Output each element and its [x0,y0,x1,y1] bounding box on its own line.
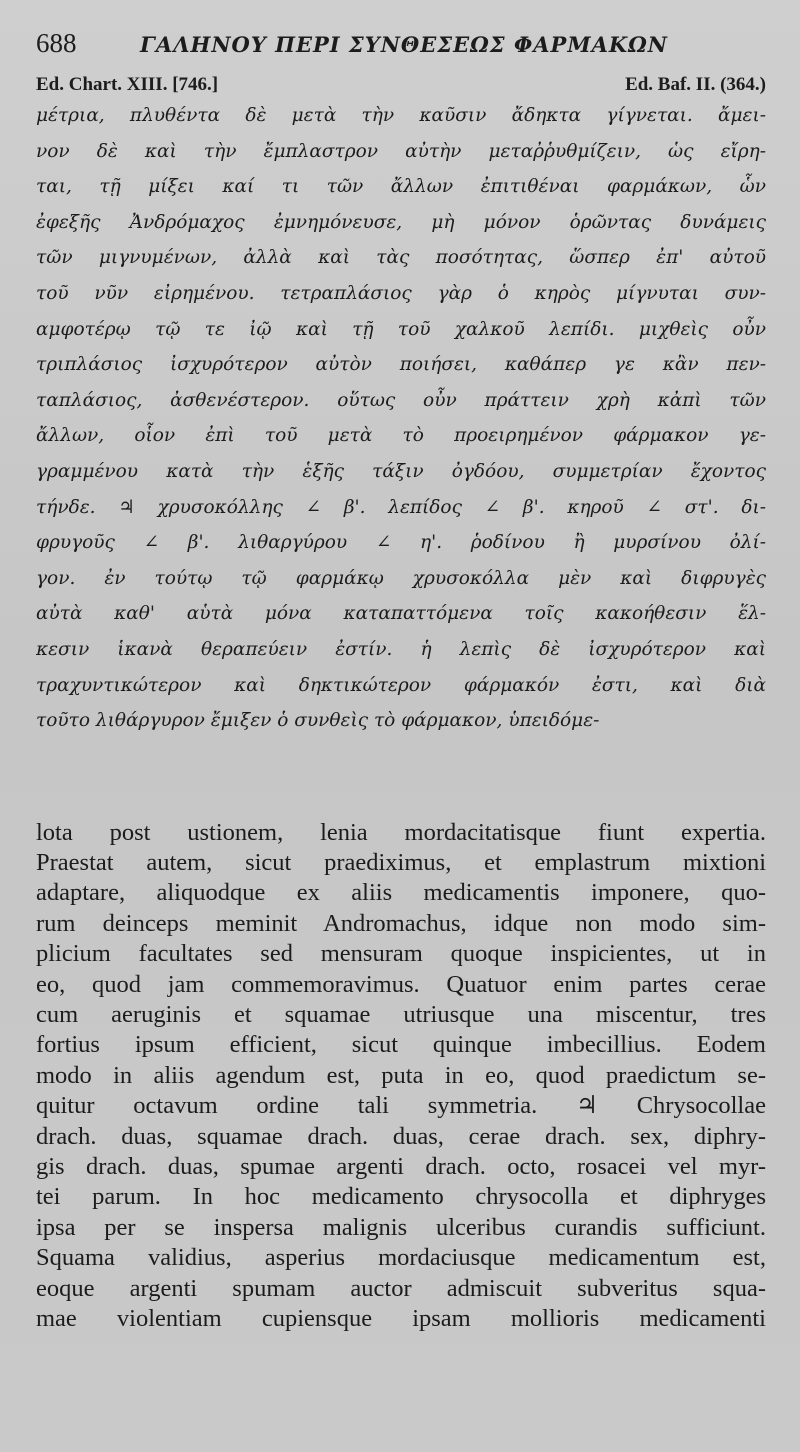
greek-text-line: τραχυντικώτερον καὶ δηκτικώτερον φάρμακόν ἐστι, καὶ διὰ [36,674,766,696]
edition-basel-reference: Ed. Baf. II. (364.) [625,74,766,95]
greek-text-line: μέτρια, πλυθέντα δὲ μετὰ τὴν καῦσιν ἄδηκτα γίγνεται. ἄμει- [36,105,766,126]
latin-text-line: ipsa per se inspersa malignis ulceribus curandis sufficiunt. [36,1213,766,1241]
greek-text-line: ἄλλων, οἷον ἐπὶ τοῦ μετὰ τὸ προειρημένον φάρμακον γε- [36,425,766,447]
latin-text-line: eo, quod jam commemoravimus. Quatuor enim partes cerae [36,970,766,998]
latin-text-line: lota post ustionem, lenia mordacitatisque fiunt expertia. [36,818,766,846]
edition-chart-reference: Ed. Chart. XIII. [746.] [36,74,219,95]
greek-text-line: τοῦ νῦν εἰρημένου. τετραπλάσιος γὰρ ὁ κηρὸς μίγνυται συν- [36,282,766,304]
bleed-through-shadow [36,741,766,765]
latin-text-block [36,818,766,1335]
latin-text-line: gis drach. duas, spumae argenti drach. octo, rosacei vel myr- [36,1152,766,1180]
greek-text-line: νον δὲ καὶ τὴν ἔμπλαστρον αὐτὴν μεταῤῥυθμίζειν, ὡς εἴρη- [36,140,766,162]
latin-text-line: mae violentiam cupiensque ipsam mollioris medicamenti [36,1304,766,1332]
page-number: 688 [36,28,77,58]
latin-text-line: Praestat autem, sicut praediximus, et emplastrum mixtioni [36,849,766,877]
greek-text-line: τήνδε. ♃ χρυσοκόλλης ∠ β'. λεπίδος ∠ β'. κηροῦ ∠ στ'. δι- [36,496,766,518]
greek-text-line: αμφοτέρῳ τῷ τε ἰῷ καὶ τῇ τοῦ χαλκοῦ λεπίδι. μιχθεὶς οὖν [36,318,766,340]
greek-text-line: τοῦτο λιθάργυρον ἔμιξεν ὁ συνθεὶς τὸ φάρμακον, ὑπειδόμε- [36,710,600,732]
latin-text-line: adaptare, aliquodque ex aliis medicamentis imponere, quo- [36,879,766,907]
greek-text-line: ται, τῇ μίξει καί τι τῶν ἄλλων ἐπιτιθέναι φαρμάκων, ὧν [36,176,766,198]
latin-text-line: quitur octavum ordine tali symmetria. ♃ Chrysocollae [36,1092,766,1120]
latin-text-line: modo in aliis agendum est, puta in eo, quod praedictum se- [36,1061,766,1089]
latin-text-line: drach. duas, squamae drach. duas, cerae drach. sex, diphry- [36,1122,766,1150]
greek-text-line: φρυγοῦς ∠ β'. λιθαργύρου ∠ η'. ῥοδίνου ἢ μυρσίνου ὀλί- [36,532,766,554]
edition-reference-line [36,72,766,98]
latin-text-line: tei parum. In hoc medicamento chrysocolla et diphryges [36,1183,766,1211]
greek-text-line: γραμμένου κατὰ τὴν ἑξῆς τάξιν ὀγδόου, συμμετρίαν ἔχοντος [36,460,766,482]
latin-text-line: Squama validius, asperius mordaciusque medicamentum est, [36,1244,766,1272]
greek-text-line: τριπλάσιος ἰσχυρότερον αὐτὸν ποιήσει, καθάπερ γε κἂν πεν- [36,354,766,376]
page-header [36,28,766,72]
latin-text-line: plicium facultates sed mensuram quoque inspicientes, ut in [36,940,766,968]
greek-text-line: ἐφεξῆς Ἀνδρόμαχος ἐμνημόνευσε, μὴ μόνον ὁρῶντας δυνάμεις [36,211,766,233]
running-title: ΓΑΛΗΝΟΥ ΠΕΡΙ ΣΥΝΘΕΣΕΩΣ ΦΑΡΜΑΚΩΝ [140,32,668,57]
latin-text-line: fortius ipsum efficient, sicut quinque imbecillius. Eodem [36,1031,766,1059]
greek-text-block [36,98,766,739]
greek-text-line: ταπλάσιος, ἀσθενέστερον. οὕτως οὖν πράττειν χρὴ κἀπὶ τῶν [36,389,766,411]
greek-text-line: γον. ἐν τούτῳ τῷ φαρμάκῳ χρυσοκόλλα μὲν καὶ διφρυγὲς [36,567,766,589]
latin-text-line: rum deinceps meminit Andromachus, idque non modo sim- [36,909,766,937]
greek-text-line: αὐτὰ καθ' αὑτὰ μόνα καταπαττόμενα τοῖς κακοήθεσιν ἕλ- [36,603,766,625]
greek-text-line: κεσιν ἱκανὰ θεραπεύειν ἐστίν. ἡ λεπὶς δὲ ἰσχυρότερον καὶ [36,638,766,660]
latin-text-line: eoque argenti spumam auctor admiscuit subveritus squa- [36,1274,766,1302]
greek-text-line: τῶν μιγνυμένων, ἀλλὰ καὶ τὰς ποσότητας, ὥσπερ ἐπ' αὐτοῦ [36,247,766,269]
latin-text-line: cum aeruginis et squamae utriusque una miscentur, tres [36,1001,766,1029]
